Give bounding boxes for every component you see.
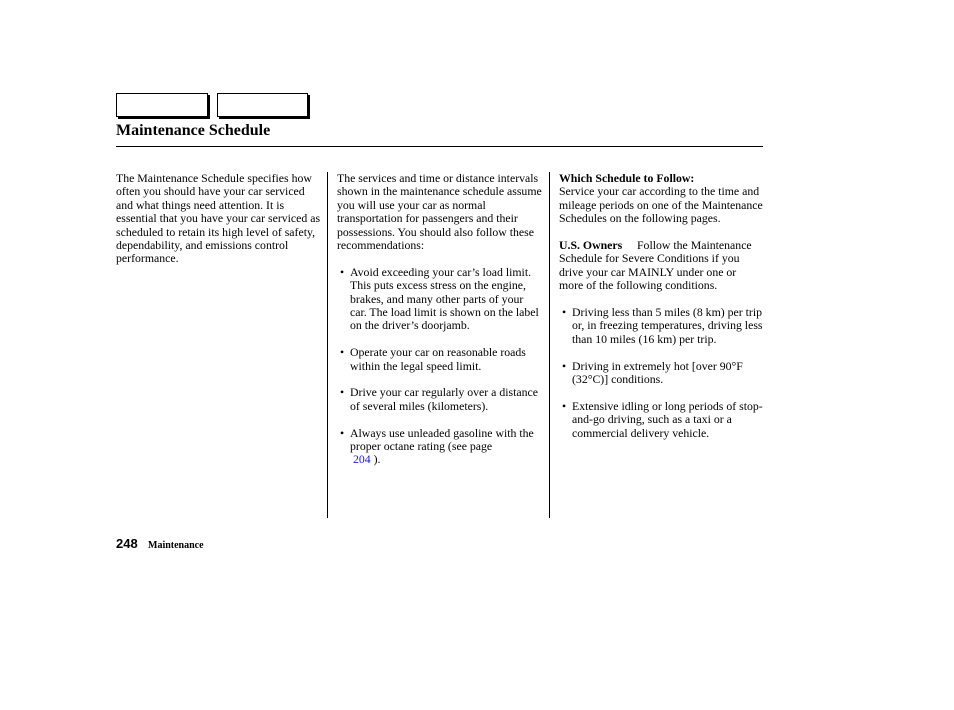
column-recommendations bbox=[337, 172, 542, 480]
list-item: • Avoid exceeding your car’s load limit. This puts excess stress on the engine, brakes, and many other parts of your car. The load limit is shown on the label on the driver’s doorjamb. bbox=[337, 266, 542, 333]
schedule-intro: Service your car according to the time and mileage periods on one of the Maintenance Schedules on the following pages. bbox=[559, 184, 763, 226]
recommendations-list bbox=[337, 266, 542, 467]
column-general-info bbox=[116, 172, 322, 266]
column-divider bbox=[327, 172, 328, 518]
general-info-paragraph: The Maintenance Schedule specifies how often you should have your car serviced and what things need attention. It is essential that you have your car serviced as scheduled to retain its high level of safety, dependability, and emissions control performance. bbox=[116, 171, 321, 266]
page-number: 248 bbox=[116, 536, 138, 551]
list-item: • Drive your car regularly over a distance of several miles (kilometers). bbox=[337, 386, 542, 413]
page-title: Maintenance Schedule bbox=[116, 122, 271, 139]
us-owners-label: U.S. Owners bbox=[559, 238, 623, 253]
fuel-recommendation-suffix: ). bbox=[373, 452, 381, 467]
list-item: • Extensive idling or long periods of stop-and-go driving, such as a taxi or a commercial delivery vehicle. bbox=[559, 400, 763, 440]
list-item: • Driving in extremely hot [over 90°F (32°C)] conditions. bbox=[559, 360, 763, 387]
severe-conditions-list bbox=[559, 306, 763, 440]
next-page-button[interactable] bbox=[217, 93, 308, 117]
us-owners-text: Follow the Maintenance Schedule for Severe Conditions if you drive your car MAINLY under one or more of the following conditions. bbox=[559, 238, 752, 293]
title-divider bbox=[116, 146, 763, 147]
section-heading: Which Schedule to Follow: bbox=[559, 171, 695, 185]
column-divider bbox=[549, 172, 550, 518]
list-item: • Driving less than 5 miles (8 km) per trip or, in freezing temperatures, driving less than 10 miles (16 km) per trip. bbox=[559, 306, 763, 346]
list-item bbox=[337, 427, 542, 467]
recommendations-intro: The services and time or distance intervals shown in the maintenance schedule assume you will use your car as normal transportation for passengers and their possessions. You should also follow these recommendations: bbox=[337, 171, 542, 253]
page-reference-link[interactable]: 204 bbox=[352, 452, 371, 467]
column-which-schedule bbox=[559, 172, 763, 453]
previous-page-button[interactable] bbox=[116, 93, 208, 117]
us-owners-paragraph bbox=[559, 239, 763, 293]
fuel-recommendation-text: Always use unleaded gasoline with the proper octane rating (see page bbox=[350, 425, 534, 454]
list-item: • Operate your car on reasonable roads within the legal speed limit. bbox=[337, 346, 542, 373]
section-name: Maintenance bbox=[148, 540, 204, 551]
